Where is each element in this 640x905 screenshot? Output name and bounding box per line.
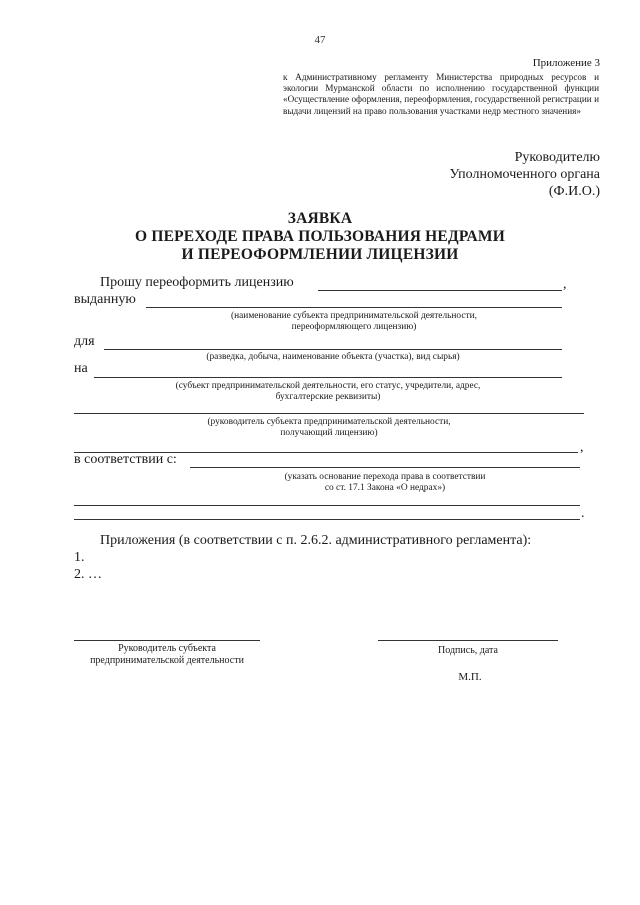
issued-hint-2: переоформляющего лицензию)	[291, 322, 417, 332]
accordance-field-2[interactable]	[74, 505, 580, 506]
license-number-field[interactable]	[318, 290, 562, 291]
holder-signature-line[interactable]	[74, 640, 260, 641]
request-label: Прошу переоформить лицензию	[100, 275, 294, 290]
to-hint-1: (субъект предпринимательской деятельности, его статус, учредители, адрес,	[175, 381, 481, 391]
signature-left-2: предпринимательской деятельности	[90, 655, 244, 666]
request-comma: ,	[563, 277, 567, 292]
recipient-line-2: Уполномоченного органа	[449, 167, 600, 182]
accordance-field-3[interactable]	[74, 519, 580, 520]
title-line-3: И ПЕРЕОФОРМЛЕНИИ ЛИЦЕНЗИИ	[181, 246, 459, 263]
signature-left-1: Руководитель субъекта	[118, 643, 216, 654]
for-label: для	[74, 334, 95, 349]
accordance-period: .	[581, 506, 585, 521]
holder-head-field[interactable]	[74, 413, 584, 414]
accordance-hint-1: (указать основание перехода права в соответствии	[284, 472, 486, 482]
head-comma: ,	[580, 440, 584, 455]
attachment-item-1: 1.	[74, 550, 85, 565]
attachments-heading: Приложения (в соответствии с п. 2.6.2. административного регламента):	[100, 533, 532, 548]
issued-to-field[interactable]	[146, 307, 562, 308]
issued-hint-1: (наименование субъекта предпринимательской деятельности,	[231, 311, 477, 321]
stamp-place: М.П.	[458, 671, 482, 683]
attachment-item-2: 2. …	[74, 567, 102, 582]
title-line-1: ЗАЯВКА	[287, 210, 353, 227]
signature-right: Подпись, дата	[438, 645, 498, 656]
head-hint-2: получающий лицензию)	[280, 428, 378, 438]
title-line-2: О ПЕРЕХОДЕ ПРАВА ПОЛЬЗОВАНИЯ НЕДРАМИ	[134, 228, 505, 245]
to-hint-2: бухгалтерские реквизиты)	[275, 392, 381, 402]
accordance-field[interactable]	[190, 467, 580, 468]
head-hint-1: (руководитель субъекта предпринимательской деятельности,	[207, 417, 451, 427]
recipient-line-3: (Ф.И.О.)	[548, 184, 600, 199]
new-holder-field[interactable]	[94, 377, 562, 378]
appendix-text: к Административному регламенту Министерства природных ресурсов и экологии Мурманской области по исполнению государственной функции «Осуществление оформления, переоформления, государственной регистрации и выдачи лицензий на право пользования участками недр местного значения»	[283, 72, 599, 116]
to-label: на	[74, 361, 88, 376]
appendix-label: Приложение 3	[532, 57, 600, 69]
recipient-line-1: Руководителю	[514, 150, 600, 165]
accordance-label: в соответствии с:	[74, 452, 177, 467]
accordance-hint-2: со ст. 17.1 Закона «О недрах»)	[324, 483, 446, 493]
page-number: 47	[314, 34, 326, 46]
issued-label: выданную	[74, 292, 136, 307]
purpose-field[interactable]	[104, 349, 562, 350]
purpose-hint: (разведка, добыча, наименование объекта (участка), вид сырья)	[206, 352, 460, 362]
date-signature-line[interactable]	[378, 640, 558, 641]
